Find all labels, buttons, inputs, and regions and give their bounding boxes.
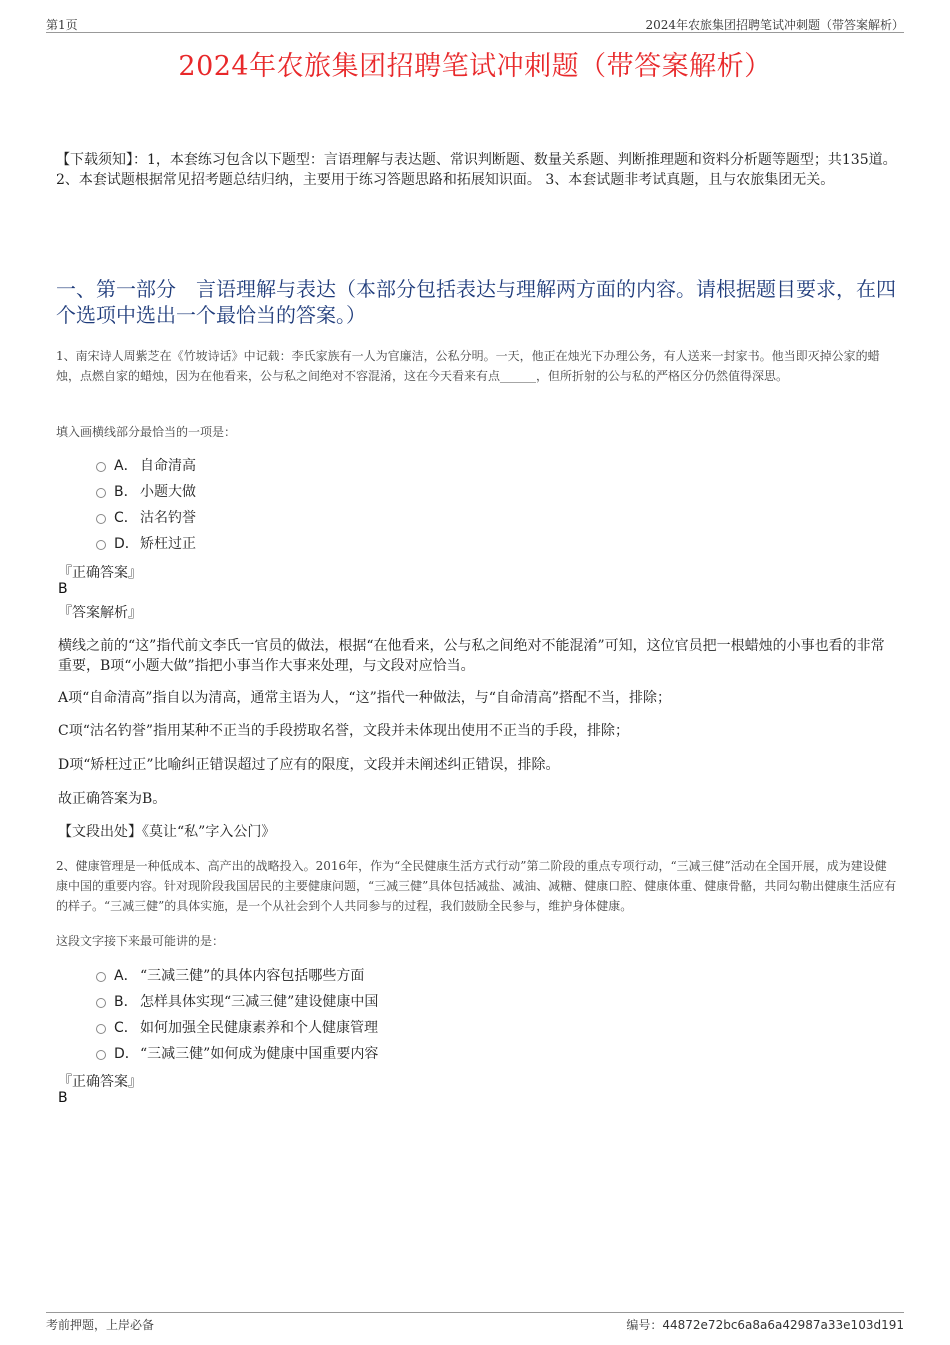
question-1-prompt: 填入画横线部分最恰当的一项是：	[56, 425, 237, 439]
radio-icon[interactable]	[96, 998, 106, 1008]
section-heading: 一、第一部分 言语理解与表达（本部分包括表达与理解两方面的内容。请根据题目要求，在四个选项中选出一个最恰当的答案。）	[56, 277, 896, 327]
answer-label: 『正确答案』	[58, 565, 142, 581]
question-2-prompt: 这段文字接下来最可能讲的是：	[56, 934, 225, 948]
option-b[interactable]: B． 小题大做	[96, 478, 196, 504]
question-2-text: 2、健康管理是一种低成本、高产出的战略投入。2016年，作为“全民健康生活方式行动”第二阶段的重点专项行动，“三减三健”活动在全国开展，成为建设健康中国的重要内容。针对现阶段我国居民的主要健康问题，“三减三健”具体包括减盐、减油、减糖、健康口腔、健康体重、健康骨骼，共同勾勒出健康生活应有的样子。“三减三健”的具体实施，是一个从社会到个人共同参与的过程，我们鼓励全民参与，维护身体健康。	[56, 859, 897, 913]
question-2-options	[96, 962, 378, 1066]
radio-icon[interactable]	[96, 488, 106, 498]
analysis-paragraph: A项“自命清高”指自以为清高，通常主语为人，“这”指代一种做法，与“自命清高”搭配不当，排除；	[58, 690, 672, 706]
radio-icon[interactable]	[96, 972, 106, 982]
answer-value: B	[58, 1090, 68, 1106]
page-number: 第1页	[46, 18, 78, 32]
analysis-source: 【文段出处】《莫让“私”字入公门》	[58, 824, 276, 840]
radio-icon[interactable]	[96, 1024, 106, 1034]
radio-icon[interactable]	[96, 1050, 106, 1060]
question-1-options	[96, 452, 196, 556]
option-d[interactable]: D． “三减三健”如何成为健康中国重要内容	[96, 1040, 378, 1066]
answer-value: B	[58, 581, 68, 597]
download-notice: 【下载须知】：1，本套练习包含以下题型：言语理解与表达题、常识判断题、数量关系题、判断推理题和资料分析题等题型；共135道。 2、本套试题根据常见招考题总结归纳，主要用于练习答题思路和拓展知识面。 3、本套试题非考试真题，且与农旅集团无关。	[56, 152, 897, 188]
footer-slogan: 考前押题，上岸必备	[46, 1318, 155, 1332]
analysis-paragraph: 故正确答案为B。	[58, 791, 167, 807]
option-d[interactable]: D． 矫枉过正	[96, 530, 196, 556]
question-1-text: 1、南宋诗人周紫芝在《竹坡诗话》中记载：李氏家族有一人为官廉洁，公私分明。一天，他正在烛光下办理公务，有人送来一封家书。他当即灭掉公家的蜡烛，点燃自家的蜡烛，因为在他看来，公与私之间绝对不容混淆，这在今天看来有点______，但所折射的公与私的严格区分仍然值得深思。	[56, 349, 880, 383]
analysis-paragraph: D项“矫枉过正”比喻纠正错误超过了应有的限度，文段并未阐述纠正错误，排除。	[58, 757, 560, 773]
header-doc-title: 2024年农旅集团招聘笔试冲刺题（带答案解析）	[645, 18, 904, 32]
radio-icon[interactable]	[96, 514, 106, 524]
option-b[interactable]: B． 怎样具体实现“三减三健”建设健康中国	[96, 988, 378, 1014]
analysis-paragraph: C项“沽名钓誉”指用某种不正当的手段捞取名誉，文段并未体现出使用不正当的手段，排除；	[58, 723, 630, 739]
option-c[interactable]: C． 如何加强全民健康素养和个人健康管理	[96, 1014, 378, 1040]
option-a[interactable]: A． “三减三健”的具体内容包括哪些方面	[96, 962, 378, 988]
footer-doc-id: 编号：44872e72bc6a8a6a42987a33e103d191	[626, 1318, 904, 1332]
page-footer	[46, 1312, 904, 1331]
document-title: 2024年农旅集团招聘笔试冲刺题（带答案解析）	[178, 51, 772, 82]
option-a[interactable]: A． 自命清高	[96, 452, 196, 478]
analysis-paragraph: 横线之前的“这”指代前文李氏一官员的做法，根据“在他看来，公与私之间绝对不能混淆”可知，这位官员把一根蜡烛的小事也看的非常重要，B项“小题大做”指把小事当作大事来处理，与文段对应恰当。	[58, 638, 885, 674]
radio-icon[interactable]	[96, 540, 106, 550]
radio-icon[interactable]	[96, 462, 106, 472]
analysis-label: 『答案解析』	[58, 605, 142, 621]
answer-label: 『正确答案』	[58, 1074, 142, 1090]
page-header	[46, 14, 904, 33]
option-c[interactable]: C． 沽名钓誉	[96, 504, 196, 530]
